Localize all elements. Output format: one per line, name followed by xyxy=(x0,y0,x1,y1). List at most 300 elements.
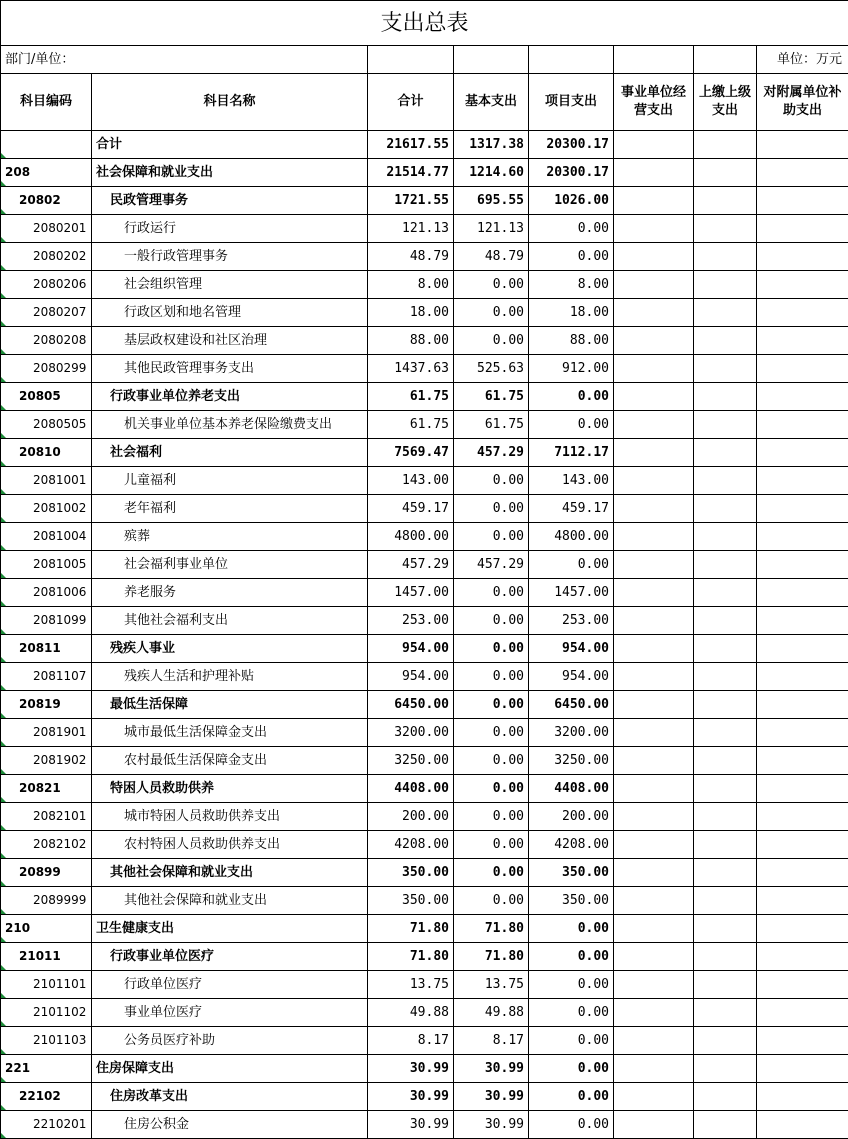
row-business-cell[interactable] xyxy=(614,579,694,607)
row-business-cell[interactable] xyxy=(614,859,694,887)
row-basic-cell[interactable]: 0.00 xyxy=(454,635,529,663)
row-total-cell[interactable]: 4800.00 xyxy=(368,523,454,551)
row-business-cell[interactable] xyxy=(614,495,694,523)
row-business-cell[interactable] xyxy=(614,159,694,187)
row-basic-cell[interactable]: 13.75 xyxy=(454,971,529,999)
row-total-cell[interactable]: 3250.00 xyxy=(368,747,454,775)
row-remit-cell[interactable] xyxy=(694,803,757,831)
row-code-cell[interactable] xyxy=(1,999,92,1027)
row-code-cell[interactable] xyxy=(1,887,92,915)
row-project-cell[interactable]: 350.00 xyxy=(529,887,614,915)
row-name-cell[interactable]: 行政运行 xyxy=(92,215,368,243)
row-project-cell[interactable]: 0.00 xyxy=(529,1111,614,1139)
row-basic-cell[interactable]: 8.17 xyxy=(454,1027,529,1055)
row-basic-cell[interactable]: 30.99 xyxy=(454,1083,529,1111)
row-subsidy-cell[interactable] xyxy=(757,495,848,523)
row-total-cell[interactable]: 49.88 xyxy=(368,999,454,1027)
row-remit-cell[interactable] xyxy=(694,971,757,999)
row-basic-cell[interactable]: 0.00 xyxy=(454,663,529,691)
row-subsidy-cell[interactable] xyxy=(757,999,848,1027)
row-code-cell[interactable] xyxy=(1,691,92,719)
row-remit-cell[interactable] xyxy=(694,411,757,439)
row-code-cell[interactable] xyxy=(1,551,92,579)
row-name-cell[interactable]: 社会福利 xyxy=(92,439,368,467)
row-project-cell[interactable]: 0.00 xyxy=(529,243,614,271)
row-remit-cell[interactable] xyxy=(694,887,757,915)
row-code-cell[interactable] xyxy=(1,915,92,943)
row-subsidy-cell[interactable] xyxy=(757,719,848,747)
row-total-cell[interactable]: 350.00 xyxy=(368,859,454,887)
row-subsidy-cell[interactable] xyxy=(757,523,848,551)
row-name-cell[interactable]: 基层政权建设和社区治理 xyxy=(92,327,368,355)
row-subsidy-cell[interactable] xyxy=(757,215,848,243)
header-subsidy[interactable]: 对附属单位补助支出 xyxy=(757,74,848,131)
row-remit-cell[interactable] xyxy=(694,495,757,523)
row-remit-cell[interactable] xyxy=(694,439,757,467)
row-business-cell[interactable] xyxy=(614,439,694,467)
row-code-cell[interactable] xyxy=(1,663,92,691)
row-business-cell[interactable] xyxy=(614,607,694,635)
row-basic-cell[interactable]: 0.00 xyxy=(454,775,529,803)
row-total-cell[interactable]: 30.99 xyxy=(368,1055,454,1083)
row-project-cell[interactable]: 0.00 xyxy=(529,411,614,439)
row-code-cell[interactable] xyxy=(1,383,92,411)
row-business-cell[interactable] xyxy=(614,411,694,439)
row-basic-cell[interactable]: 0.00 xyxy=(454,831,529,859)
row-total-cell[interactable]: 954.00 xyxy=(368,663,454,691)
row-code-cell[interactable] xyxy=(1,523,92,551)
row-project-cell[interactable]: 1026.00 xyxy=(529,187,614,215)
row-remit-cell[interactable] xyxy=(694,215,757,243)
row-code-cell[interactable] xyxy=(1,495,92,523)
row-project-cell[interactable]: 0.00 xyxy=(529,1083,614,1111)
row-total-cell[interactable]: 457.29 xyxy=(368,551,454,579)
empty-cell[interactable] xyxy=(368,46,454,74)
row-remit-cell[interactable] xyxy=(694,775,757,803)
row-project-cell[interactable]: 200.00 xyxy=(529,803,614,831)
row-total-cell[interactable]: 8.17 xyxy=(368,1027,454,1055)
row-subsidy-cell[interactable] xyxy=(757,859,848,887)
row-code-cell[interactable] xyxy=(1,943,92,971)
row-total-cell[interactable]: 4208.00 xyxy=(368,831,454,859)
row-total-cell[interactable]: 30.99 xyxy=(368,1083,454,1111)
row-project-cell[interactable]: 459.17 xyxy=(529,495,614,523)
row-business-cell[interactable] xyxy=(614,775,694,803)
row-project-cell[interactable]: 88.00 xyxy=(529,327,614,355)
row-business-cell[interactable] xyxy=(614,747,694,775)
row-project-cell[interactable]: 4408.00 xyxy=(529,775,614,803)
row-total-cell[interactable]: 71.80 xyxy=(368,915,454,943)
row-code-cell[interactable] xyxy=(1,411,92,439)
row-business-cell[interactable] xyxy=(614,131,694,159)
row-project-cell[interactable]: 8.00 xyxy=(529,271,614,299)
row-basic-cell[interactable]: 30.99 xyxy=(454,1055,529,1083)
row-code-cell[interactable] xyxy=(1,467,92,495)
row-subsidy-cell[interactable] xyxy=(757,1111,848,1139)
row-basic-cell[interactable]: 457.29 xyxy=(454,439,529,467)
row-basic-cell[interactable]: 0.00 xyxy=(454,747,529,775)
row-remit-cell[interactable] xyxy=(694,159,757,187)
row-code-cell[interactable] xyxy=(1,971,92,999)
row-remit-cell[interactable] xyxy=(694,187,757,215)
row-total-cell[interactable]: 21514.77 xyxy=(368,159,454,187)
row-code-cell[interactable] xyxy=(1,747,92,775)
row-remit-cell[interactable] xyxy=(694,579,757,607)
row-business-cell[interactable] xyxy=(614,999,694,1027)
row-remit-cell[interactable] xyxy=(694,999,757,1027)
row-code-cell[interactable] xyxy=(1,131,92,159)
row-code-cell[interactable] xyxy=(1,1027,92,1055)
row-business-cell[interactable] xyxy=(614,551,694,579)
row-name-cell[interactable]: 老年福利 xyxy=(92,495,368,523)
row-name-cell[interactable]: 其他社会保障和就业支出 xyxy=(92,887,368,915)
row-name-cell[interactable]: 民政管理事务 xyxy=(92,187,368,215)
row-remit-cell[interactable] xyxy=(694,831,757,859)
row-name-cell[interactable]: 公务员医疗补助 xyxy=(92,1027,368,1055)
row-project-cell[interactable]: 0.00 xyxy=(529,1055,614,1083)
row-remit-cell[interactable] xyxy=(694,299,757,327)
row-total-cell[interactable]: 61.75 xyxy=(368,383,454,411)
row-project-cell[interactable]: 3250.00 xyxy=(529,747,614,775)
row-code-cell[interactable] xyxy=(1,803,92,831)
row-project-cell[interactable]: 18.00 xyxy=(529,299,614,327)
row-total-cell[interactable]: 48.79 xyxy=(368,243,454,271)
row-subsidy-cell[interactable] xyxy=(757,747,848,775)
row-code-cell[interactable] xyxy=(1,635,92,663)
row-basic-cell[interactable]: 30.99 xyxy=(454,1111,529,1139)
row-basic-cell[interactable]: 0.00 xyxy=(454,523,529,551)
row-project-cell[interactable]: 6450.00 xyxy=(529,691,614,719)
row-basic-cell[interactable]: 0.00 xyxy=(454,719,529,747)
row-total-cell[interactable]: 350.00 xyxy=(368,887,454,915)
row-business-cell[interactable] xyxy=(614,971,694,999)
empty-cell[interactable] xyxy=(694,46,757,74)
row-business-cell[interactable] xyxy=(614,271,694,299)
header-name[interactable]: 科目名称 xyxy=(92,74,368,131)
row-code-cell[interactable] xyxy=(1,355,92,383)
row-project-cell[interactable]: 1457.00 xyxy=(529,579,614,607)
row-subsidy-cell[interactable] xyxy=(757,775,848,803)
row-business-cell[interactable] xyxy=(614,663,694,691)
row-total-cell[interactable]: 18.00 xyxy=(368,299,454,327)
row-name-cell[interactable]: 社会福利事业单位 xyxy=(92,551,368,579)
row-code-cell[interactable] xyxy=(1,579,92,607)
row-business-cell[interactable] xyxy=(614,1111,694,1139)
row-name-cell[interactable]: 社会保障和就业支出 xyxy=(92,159,368,187)
row-total-cell[interactable]: 21617.55 xyxy=(368,131,454,159)
row-name-cell[interactable]: 住房公积金 xyxy=(92,1111,368,1139)
row-basic-cell[interactable]: 0.00 xyxy=(454,691,529,719)
row-subsidy-cell[interactable] xyxy=(757,243,848,271)
row-basic-cell[interactable]: 71.80 xyxy=(454,915,529,943)
row-project-cell[interactable]: 7112.17 xyxy=(529,439,614,467)
row-business-cell[interactable] xyxy=(614,467,694,495)
row-code-cell[interactable] xyxy=(1,607,92,635)
row-remit-cell[interactable] xyxy=(694,663,757,691)
row-total-cell[interactable]: 30.99 xyxy=(368,1111,454,1139)
row-basic-cell[interactable]: 0.00 xyxy=(454,607,529,635)
row-name-cell[interactable]: 城市特困人员救助供养支出 xyxy=(92,803,368,831)
row-business-cell[interactable] xyxy=(614,887,694,915)
row-project-cell[interactable]: 0.00 xyxy=(529,915,614,943)
row-name-cell[interactable]: 殡葬 xyxy=(92,523,368,551)
row-project-cell[interactable]: 253.00 xyxy=(529,607,614,635)
row-code-cell[interactable] xyxy=(1,271,92,299)
header-basic[interactable]: 基本支出 xyxy=(454,74,529,131)
row-project-cell[interactable]: 0.00 xyxy=(529,999,614,1027)
row-business-cell[interactable] xyxy=(614,1027,694,1055)
row-remit-cell[interactable] xyxy=(694,719,757,747)
row-project-cell[interactable]: 912.00 xyxy=(529,355,614,383)
row-name-cell[interactable]: 其他社会保障和就业支出 xyxy=(92,859,368,887)
row-subsidy-cell[interactable] xyxy=(757,831,848,859)
row-project-cell[interactable]: 20300.17 xyxy=(529,131,614,159)
row-name-cell[interactable]: 残疾人事业 xyxy=(92,635,368,663)
row-business-cell[interactable] xyxy=(614,243,694,271)
row-name-cell[interactable]: 行政事业单位医疗 xyxy=(92,943,368,971)
row-total-cell[interactable]: 121.13 xyxy=(368,215,454,243)
row-name-cell[interactable]: 最低生活保障 xyxy=(92,691,368,719)
row-subsidy-cell[interactable] xyxy=(757,635,848,663)
row-business-cell[interactable] xyxy=(614,383,694,411)
row-name-cell[interactable]: 其他民政管理事务支出 xyxy=(92,355,368,383)
row-total-cell[interactable]: 61.75 xyxy=(368,411,454,439)
row-basic-cell[interactable]: 0.00 xyxy=(454,327,529,355)
row-basic-cell[interactable]: 0.00 xyxy=(454,495,529,523)
row-name-cell[interactable]: 行政单位医疗 xyxy=(92,971,368,999)
row-code-cell[interactable] xyxy=(1,831,92,859)
row-business-cell[interactable] xyxy=(614,299,694,327)
row-code-cell[interactable] xyxy=(1,439,92,467)
row-remit-cell[interactable] xyxy=(694,271,757,299)
row-subsidy-cell[interactable] xyxy=(757,159,848,187)
row-basic-cell[interactable]: 49.88 xyxy=(454,999,529,1027)
row-business-cell[interactable] xyxy=(614,915,694,943)
row-code-cell[interactable] xyxy=(1,859,92,887)
row-subsidy-cell[interactable] xyxy=(757,887,848,915)
row-total-cell[interactable]: 88.00 xyxy=(368,327,454,355)
row-remit-cell[interactable] xyxy=(694,383,757,411)
row-business-cell[interactable] xyxy=(614,355,694,383)
row-remit-cell[interactable] xyxy=(694,523,757,551)
row-basic-cell[interactable]: 0.00 xyxy=(454,579,529,607)
row-subsidy-cell[interactable] xyxy=(757,943,848,971)
row-project-cell[interactable]: 3200.00 xyxy=(529,719,614,747)
row-business-cell[interactable] xyxy=(614,1083,694,1111)
row-total-cell[interactable]: 3200.00 xyxy=(368,719,454,747)
row-basic-cell[interactable]: 0.00 xyxy=(454,299,529,327)
row-basic-cell[interactable]: 0.00 xyxy=(454,887,529,915)
row-subsidy-cell[interactable] xyxy=(757,355,848,383)
row-code-cell[interactable] xyxy=(1,215,92,243)
row-basic-cell[interactable]: 1214.60 xyxy=(454,159,529,187)
row-remit-cell[interactable] xyxy=(694,943,757,971)
row-subsidy-cell[interactable] xyxy=(757,187,848,215)
row-remit-cell[interactable] xyxy=(694,243,757,271)
empty-cell[interactable] xyxy=(614,46,694,74)
row-total-cell[interactable]: 253.00 xyxy=(368,607,454,635)
row-basic-cell[interactable]: 0.00 xyxy=(454,271,529,299)
row-business-cell[interactable] xyxy=(614,1055,694,1083)
row-name-cell[interactable]: 住房改革支出 xyxy=(92,1083,368,1111)
row-code-cell[interactable] xyxy=(1,1111,92,1139)
row-name-cell[interactable]: 机关事业单位基本养老保险缴费支出 xyxy=(92,411,368,439)
row-name-cell[interactable]: 农村最低生活保障金支出 xyxy=(92,747,368,775)
row-total-cell[interactable]: 71.80 xyxy=(368,943,454,971)
row-name-cell[interactable]: 儿童福利 xyxy=(92,467,368,495)
row-subsidy-cell[interactable] xyxy=(757,971,848,999)
row-remit-cell[interactable] xyxy=(694,859,757,887)
row-subsidy-cell[interactable] xyxy=(757,551,848,579)
row-name-cell[interactable]: 特困人员救助供养 xyxy=(92,775,368,803)
header-remit[interactable]: 上缴上级支出 xyxy=(694,74,757,131)
row-total-cell[interactable]: 7569.47 xyxy=(368,439,454,467)
row-total-cell[interactable]: 1437.63 xyxy=(368,355,454,383)
row-subsidy-cell[interactable] xyxy=(757,467,848,495)
header-total[interactable]: 合计 xyxy=(368,74,454,131)
row-remit-cell[interactable] xyxy=(694,1027,757,1055)
row-subsidy-cell[interactable] xyxy=(757,691,848,719)
row-code-cell[interactable] xyxy=(1,775,92,803)
row-subsidy-cell[interactable] xyxy=(757,1055,848,1083)
row-project-cell[interactable]: 0.00 xyxy=(529,943,614,971)
row-code-cell[interactable] xyxy=(1,719,92,747)
row-name-cell[interactable]: 住房保障支出 xyxy=(92,1055,368,1083)
row-business-cell[interactable] xyxy=(614,635,694,663)
row-project-cell[interactable]: 143.00 xyxy=(529,467,614,495)
row-subsidy-cell[interactable] xyxy=(757,1027,848,1055)
row-basic-cell[interactable]: 61.75 xyxy=(454,383,529,411)
row-name-cell[interactable]: 一般行政管理事务 xyxy=(92,243,368,271)
row-project-cell[interactable]: 954.00 xyxy=(529,663,614,691)
row-remit-cell[interactable] xyxy=(694,691,757,719)
header-business[interactable]: 事业单位经营支出 xyxy=(614,74,694,131)
row-business-cell[interactable] xyxy=(614,691,694,719)
row-name-cell[interactable]: 合计 xyxy=(92,131,368,159)
row-remit-cell[interactable] xyxy=(694,1111,757,1139)
row-total-cell[interactable]: 4408.00 xyxy=(368,775,454,803)
row-name-cell[interactable]: 城市最低生活保障金支出 xyxy=(92,719,368,747)
row-subsidy-cell[interactable] xyxy=(757,915,848,943)
row-business-cell[interactable] xyxy=(614,187,694,215)
row-name-cell[interactable]: 卫生健康支出 xyxy=(92,915,368,943)
empty-cell[interactable] xyxy=(454,46,529,74)
row-basic-cell[interactable]: 0.00 xyxy=(454,803,529,831)
row-business-cell[interactable] xyxy=(614,719,694,747)
row-subsidy-cell[interactable] xyxy=(757,1083,848,1111)
row-subsidy-cell[interactable] xyxy=(757,383,848,411)
row-code-cell[interactable] xyxy=(1,327,92,355)
row-subsidy-cell[interactable] xyxy=(757,663,848,691)
row-subsidy-cell[interactable] xyxy=(757,803,848,831)
row-subsidy-cell[interactable] xyxy=(757,299,848,327)
row-remit-cell[interactable] xyxy=(694,607,757,635)
row-basic-cell[interactable]: 1317.38 xyxy=(454,131,529,159)
row-remit-cell[interactable] xyxy=(694,1083,757,1111)
row-project-cell[interactable]: 20300.17 xyxy=(529,159,614,187)
row-code-cell[interactable] xyxy=(1,1055,92,1083)
row-business-cell[interactable] xyxy=(614,943,694,971)
row-subsidy-cell[interactable] xyxy=(757,327,848,355)
row-business-cell[interactable] xyxy=(614,803,694,831)
header-project[interactable]: 项目支出 xyxy=(529,74,614,131)
row-name-cell[interactable]: 养老服务 xyxy=(92,579,368,607)
row-project-cell[interactable]: 4208.00 xyxy=(529,831,614,859)
row-code-cell[interactable] xyxy=(1,159,92,187)
row-total-cell[interactable]: 459.17 xyxy=(368,495,454,523)
row-project-cell[interactable]: 350.00 xyxy=(529,859,614,887)
row-name-cell[interactable]: 农村特困人员救助供养支出 xyxy=(92,831,368,859)
row-remit-cell[interactable] xyxy=(694,355,757,383)
row-remit-cell[interactable] xyxy=(694,635,757,663)
row-total-cell[interactable]: 1721.55 xyxy=(368,187,454,215)
row-total-cell[interactable]: 13.75 xyxy=(368,971,454,999)
row-code-cell[interactable] xyxy=(1,243,92,271)
row-remit-cell[interactable] xyxy=(694,327,757,355)
row-total-cell[interactable]: 954.00 xyxy=(368,635,454,663)
row-total-cell[interactable]: 8.00 xyxy=(368,271,454,299)
row-remit-cell[interactable] xyxy=(694,551,757,579)
row-basic-cell[interactable]: 457.29 xyxy=(454,551,529,579)
row-total-cell[interactable]: 6450.00 xyxy=(368,691,454,719)
header-code[interactable]: 科目编码 xyxy=(1,74,92,131)
row-name-cell[interactable]: 残疾人生活和护理补贴 xyxy=(92,663,368,691)
row-code-cell[interactable] xyxy=(1,187,92,215)
row-project-cell[interactable]: 0.00 xyxy=(529,215,614,243)
row-total-cell[interactable]: 200.00 xyxy=(368,803,454,831)
row-basic-cell[interactable]: 121.13 xyxy=(454,215,529,243)
row-business-cell[interactable] xyxy=(614,215,694,243)
empty-cell[interactable] xyxy=(529,46,614,74)
row-code-cell[interactable] xyxy=(1,299,92,327)
row-project-cell[interactable]: 0.00 xyxy=(529,551,614,579)
row-basic-cell[interactable]: 0.00 xyxy=(454,467,529,495)
row-project-cell[interactable]: 0.00 xyxy=(529,971,614,999)
row-project-cell[interactable]: 0.00 xyxy=(529,1027,614,1055)
row-remit-cell[interactable] xyxy=(694,915,757,943)
row-business-cell[interactable] xyxy=(614,327,694,355)
row-basic-cell[interactable]: 0.00 xyxy=(454,859,529,887)
row-name-cell[interactable]: 行政事业单位养老支出 xyxy=(92,383,368,411)
row-subsidy-cell[interactable] xyxy=(757,411,848,439)
row-total-cell[interactable]: 1457.00 xyxy=(368,579,454,607)
row-basic-cell[interactable]: 525.63 xyxy=(454,355,529,383)
row-code-cell[interactable] xyxy=(1,1083,92,1111)
row-remit-cell[interactable] xyxy=(694,467,757,495)
row-remit-cell[interactable] xyxy=(694,747,757,775)
row-subsidy-cell[interactable] xyxy=(757,607,848,635)
row-remit-cell[interactable] xyxy=(694,131,757,159)
row-project-cell[interactable]: 4800.00 xyxy=(529,523,614,551)
row-name-cell[interactable]: 行政区划和地名管理 xyxy=(92,299,368,327)
row-basic-cell[interactable]: 695.55 xyxy=(454,187,529,215)
row-subsidy-cell[interactable] xyxy=(757,439,848,467)
row-name-cell[interactable]: 其他社会福利支出 xyxy=(92,607,368,635)
row-subsidy-cell[interactable] xyxy=(757,579,848,607)
row-name-cell[interactable]: 事业单位医疗 xyxy=(92,999,368,1027)
row-basic-cell[interactable]: 71.80 xyxy=(454,943,529,971)
row-project-cell[interactable]: 0.00 xyxy=(529,383,614,411)
row-subsidy-cell[interactable] xyxy=(757,131,848,159)
row-subsidy-cell[interactable] xyxy=(757,271,848,299)
row-project-cell[interactable]: 954.00 xyxy=(529,635,614,663)
row-remit-cell[interactable] xyxy=(694,1055,757,1083)
row-business-cell[interactable] xyxy=(614,523,694,551)
row-basic-cell[interactable]: 61.75 xyxy=(454,411,529,439)
row-total-cell[interactable]: 143.00 xyxy=(368,467,454,495)
row-business-cell[interactable] xyxy=(614,831,694,859)
row-name-cell[interactable]: 社会组织管理 xyxy=(92,271,368,299)
